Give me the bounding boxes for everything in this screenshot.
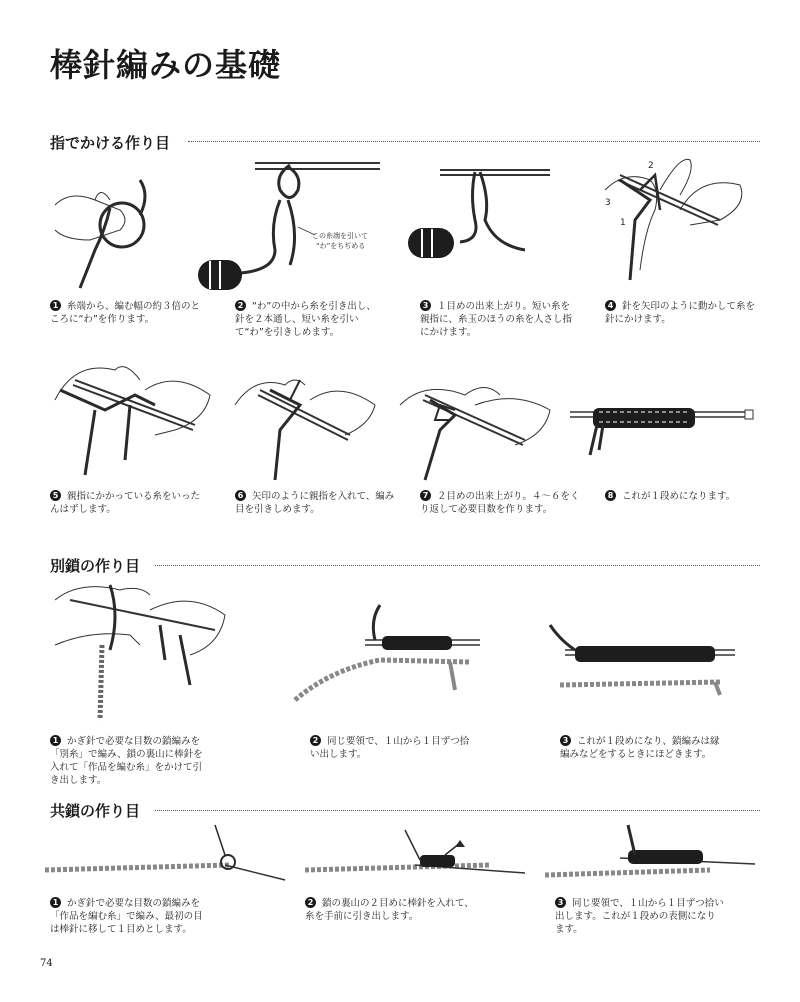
annotation-line-1: この糸端を引いて xyxy=(312,232,368,240)
annotation-line-2: “わ”をちぢめる xyxy=(316,242,366,250)
illustration-step-5-release-thumb xyxy=(45,350,215,480)
illustration-step-7-second-stitch xyxy=(395,370,555,490)
illustration-step-6-tighten xyxy=(230,360,380,490)
section-heading-separate-chain-cast-on: 別鎖の作り目 xyxy=(50,557,141,575)
illustration-chain-step-1 xyxy=(50,575,230,725)
section-divider xyxy=(155,810,760,811)
page-number: 74 xyxy=(40,958,53,969)
section-heading-common-chain-cast-on: 共鎖の作り目 xyxy=(50,802,141,820)
illustration-step-4-hands xyxy=(600,150,750,290)
step-text: 1 糸端から、編む幅の約３倍のところに“わ”を作ります。 xyxy=(50,301,201,325)
illustration-common-chain-step-3 xyxy=(540,820,760,890)
illustration-chain-step-2 xyxy=(290,600,490,710)
step-text: 1 かぎ針で必要な目数の鎖編みを「別糸」で編み、鎖の裏山に棒針を入れて「作品を編む糸」をかけて引き出します。 xyxy=(50,736,203,786)
arrow-number-3: 3 xyxy=(605,198,611,208)
step-text: 2 同じ要領で、１山から１目ずつ拾い出します。 xyxy=(310,736,470,760)
section-divider xyxy=(188,141,760,142)
illustration-step-8-first-row xyxy=(565,400,765,460)
section-heading-finger-cast-on: 指でかける作り目 xyxy=(50,134,171,152)
illustration-common-chain-step-1 xyxy=(40,820,290,890)
step-text: 5 親指にかかっている糸をいったんはずします。 xyxy=(50,491,201,515)
arrow-number-1: 1 xyxy=(620,218,626,228)
arrow-number-2: 2 xyxy=(648,161,654,171)
step-text: 6 矢印のように親指を入れて、編み目を引きしめます。 xyxy=(235,491,395,515)
step-text: 2 “わ”の中から糸を引き出し、針を２本通し、短い糸を引いて“わ”を引きしめます。 xyxy=(235,301,376,338)
step-text: 3 同じ要領で、１山から１目ずつ拾い出します。これが１段めの表側になります。 xyxy=(555,898,724,935)
illustration-step-2-needles xyxy=(190,155,390,295)
section-divider xyxy=(155,565,760,566)
step-text: 2 鎖の裏山の２目めに棒針を入れて、糸を手前に引き出します。 xyxy=(305,898,474,922)
illustration-chain-step-3 xyxy=(545,620,745,700)
step-text: 3 １目めの出来上がり。短い糸を親指に、糸玉のほうの糸を人さし指にかけます。 xyxy=(420,301,573,338)
step-text: 1 かぎ針で必要な目数の鎖編みを「作品を編む糸」で編み、最初の目は棒針に移して１目めとします。 xyxy=(50,898,203,935)
illustration-step-3-first-stitch xyxy=(400,160,560,270)
illustration-common-chain-step-2 xyxy=(300,825,530,890)
step-text: 4 針を矢印のように動かして糸を針にかけます。 xyxy=(605,301,756,325)
page-title: 棒針編みの基礎 xyxy=(50,46,282,84)
step-text: 3 これが１段めになり、鎖編みは縁編みなどをするときにほどきます。 xyxy=(560,736,720,760)
step-text: 8 これが１段めになります。 xyxy=(605,490,765,503)
step-text: 7 ２目めの出来上がり。４～６をくり返して必要目数を作ります。 xyxy=(420,491,580,515)
illustration-step-1-loop xyxy=(50,170,190,290)
